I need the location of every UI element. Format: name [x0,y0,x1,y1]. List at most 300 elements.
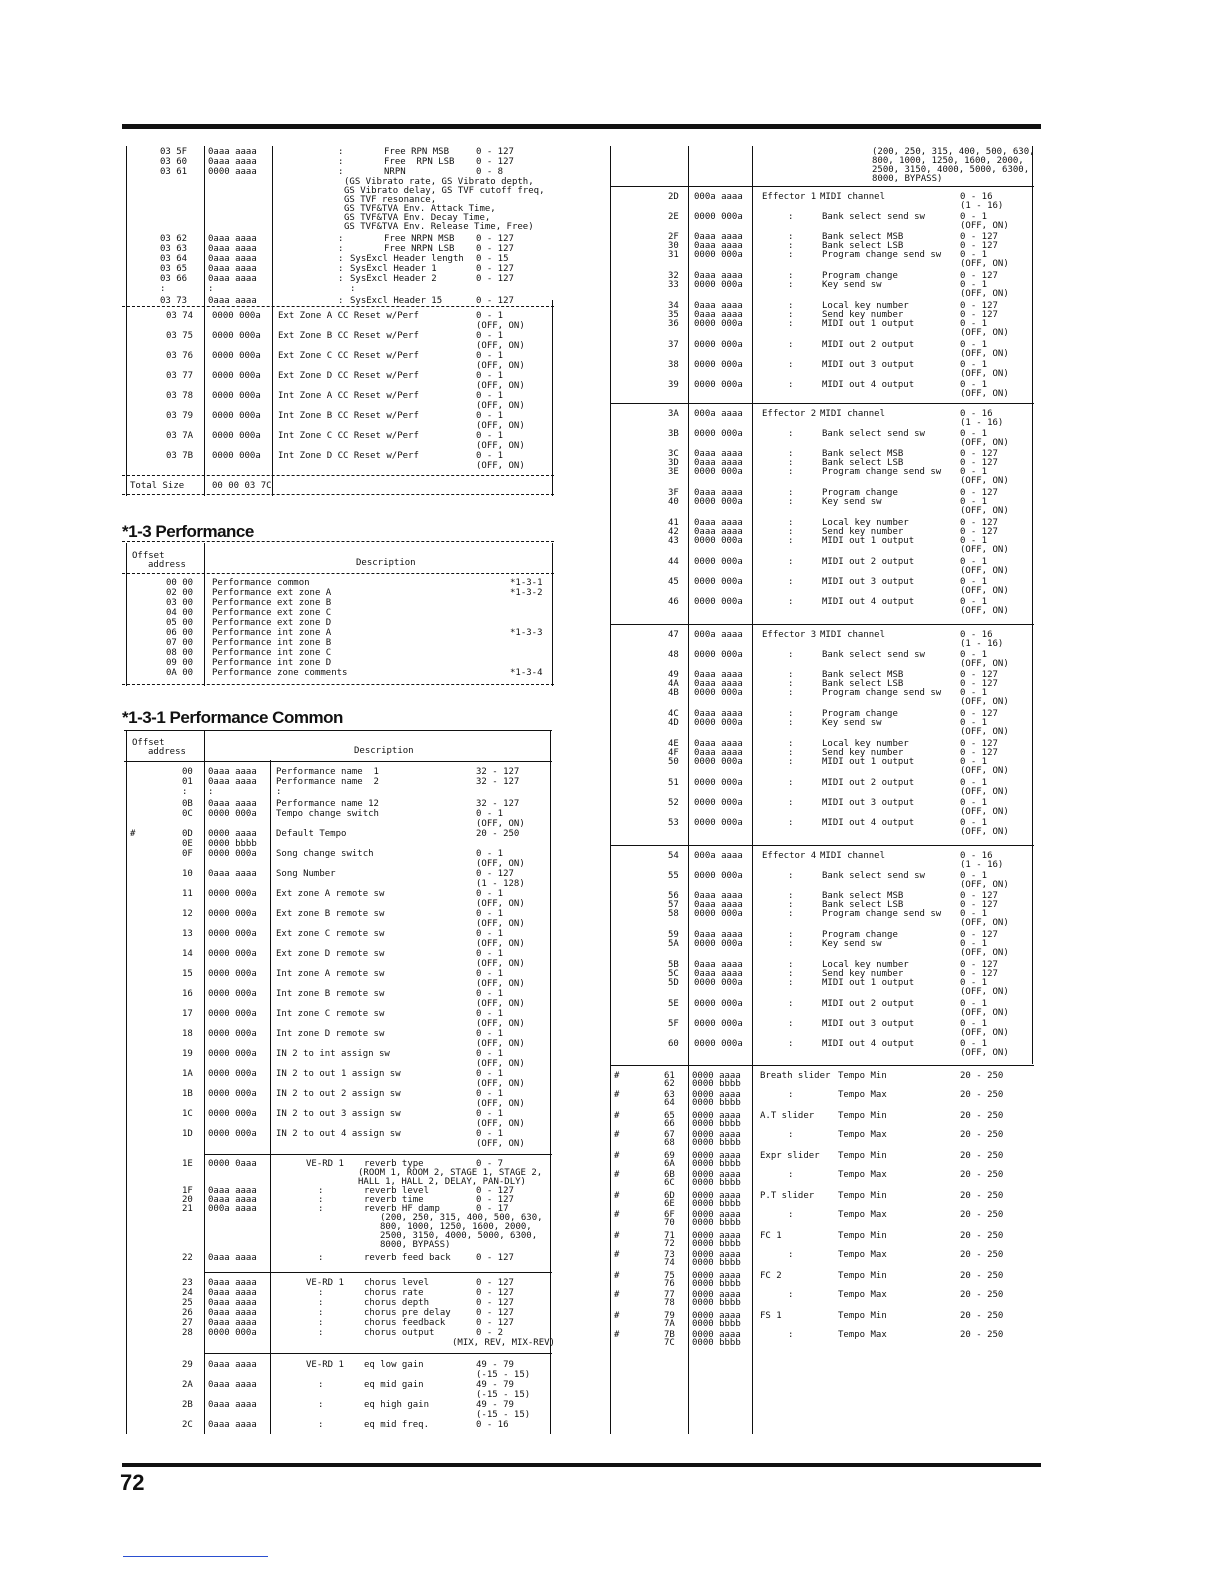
row-data: 0000 aaaa [692,1231,741,1241]
row-address: 24 [182,1288,193,1298]
row-range-note: (OFF, ON) [476,919,525,929]
row-range: 0 - 127 [960,458,998,468]
row-description: Performance name 1 [276,767,379,777]
row-address: 3A [668,409,679,419]
row-description: MIDI out 1 output [822,319,915,329]
row-address: 68 [664,1138,675,1148]
row-description: Performance ext zone A [212,588,332,598]
row-address: 6A [664,1159,675,1169]
row-range-note: (OFF, ON) [960,787,1009,797]
row-range-note: (OFF, ON) [960,476,1009,486]
row-description: Int zone C remote sw [276,1009,385,1019]
row-range: (200, 250, 315, 400, 500, 630, [380,1213,543,1223]
row-range: 0 - 1 [476,311,504,321]
row-range: 20 - 250 [960,1231,1004,1241]
row-range: 0 - 16 [960,630,993,640]
row-address: 08 00 [166,648,194,658]
row-address: 28 [182,1328,193,1338]
row-range: 0 - 127 [960,488,998,498]
row-range: 0 - 127 [476,244,514,254]
row-data: 0000 bbbb [692,1199,741,1209]
row-data: 0000 000a [212,351,261,361]
row-description: Free RPN LSB [384,157,455,167]
row-description: chorus pre delay [364,1308,451,1318]
row-description: IN 2 to int assign sw [276,1049,390,1059]
row-address: 5F [668,1019,679,1029]
row-data: 0000 aaaa [692,1151,741,1161]
row-address: 38 [668,360,679,370]
row-address: 60 [668,1039,679,1049]
row-range-note: (OFF, ON) [476,421,525,431]
row-description: MIDI out 1 output [822,536,915,546]
row-separator: : [788,518,794,528]
row-address: 37 [668,340,679,350]
row-description: Local key number [822,301,909,311]
row-description: Int Zone C CC Reset w/Perf [278,431,419,441]
row-data: 0000 bbbb [692,1338,741,1348]
row-separator: : [338,167,344,177]
row-range-note: (OFF, ON) [476,1059,525,1069]
row-range-note: (OFF, ON) [960,727,1009,737]
row-separator: : [788,360,794,370]
section-13-heading: *1-3 Performance [122,522,254,541]
row-data: 0aaa aaaa [694,232,743,242]
row-data: 0aaa aaaa [694,709,743,719]
row-range: 0 - 1 [476,929,504,939]
row-range: 20 - 250 [960,1151,1004,1161]
row-range-note: (OFF, ON) [960,221,1009,231]
row-range: 0 - 1 [960,557,988,567]
row-data: 0000 000a [694,688,743,698]
row-range: 0 - 127 [476,1308,514,1318]
row-address: 41 [668,518,679,528]
row-description: Performance int zone D [212,658,332,668]
row-address: 2D [668,192,679,202]
row-data: 0000 aaaa [692,1271,741,1281]
row-data: 0aaa aaaa [208,1278,257,1288]
row-address: 6B [664,1170,675,1180]
row-address: 43 [668,536,679,546]
row-address: 03 74 [166,311,194,321]
row-range: 0 - 127 [476,1186,514,1196]
row-description: SysExcl Header 15 [350,296,443,306]
chorus-top-rule [204,1272,552,1273]
row-separator: : [338,296,344,306]
reverb-hf-continued: 2500, 3150, 4000, 5000, 6300, [872,165,1030,175]
row-address: 66 [664,1119,675,1129]
row-address: 03 5F [160,147,188,157]
row-range: 20 - 250 [960,1210,1004,1220]
row-address: 4A [668,679,679,689]
row-range: 0 - 127 [476,1253,514,1263]
row-range: 0 - 127 [960,271,998,281]
row-range: 0 - 127 [476,1278,514,1288]
row-description: MIDI out 3 output [822,360,915,370]
row-data: 0000 000a [208,1129,257,1139]
row-address: 03 61 [160,167,188,177]
row-data: 0aaa aaaa [694,900,743,910]
row-group: : [318,1298,324,1308]
row-separator: : [338,264,344,274]
row-range: 0 - 127 [960,670,998,680]
row-description: Int Zone D CC Reset w/Perf [278,451,419,461]
left-border [610,146,611,1434]
row-description: Send key number [822,748,904,758]
row-description: reverb HF damp [364,1204,440,1214]
total-divider [204,478,205,492]
row-data: 0000 000a [694,778,743,788]
tempo-marker: # [614,1111,620,1121]
row-data: 0aaa aaaa [694,488,743,498]
row-description: Song change switch [276,849,374,859]
row-range-note: (OFF, ON) [960,606,1009,616]
tempo-marker: # [614,1090,620,1100]
row-description: Bank select MSB [822,232,904,242]
data-divider [272,146,273,496]
row-address: 1E [182,1159,193,1169]
row-range: 0 - 1 [476,411,504,421]
row-data: 0aaa aaaa [208,1186,257,1196]
row-range-note: (-15 - 15) [476,1370,531,1380]
row-description: Tempo Max [838,1330,887,1340]
row-address: 03 78 [166,391,194,401]
row-data: 0000 000a [694,380,743,390]
controller-name: Breath slider [760,1071,831,1081]
row-range: 0 - 1 [476,391,504,401]
row-data: 0000 000a [208,1009,257,1019]
row-range: 8000, BYPASS) [380,1240,451,1250]
row-range: 0 - 1 [960,778,988,788]
row-data: 0000 000a [208,1029,257,1039]
row-description: Ext zone B remote sw [276,909,385,919]
row-range: 20 - 250 [960,1170,1004,1180]
row-separator: : [788,536,794,546]
row-data: 0000 bbbb [208,839,257,849]
row-address: 58 [668,909,679,919]
nrpn-note: GS TVF&TVA Env. Decay Time, [344,213,491,223]
row-data: 0000 aaaa [692,1111,741,1121]
row-data: 0aaa aaaa [694,527,743,537]
row-description: IN 2 to out 2 assign sw [276,1089,401,1099]
row-address: 6C [664,1178,675,1188]
row-separator: : [788,1019,794,1029]
row-range: 0 - 16 [960,409,993,419]
row-address: 3B [668,429,679,439]
row-range: 0 - 1 [476,1109,504,1119]
row-range: 0 - 1 [960,360,988,370]
row-range-note: (OFF, ON) [476,1099,525,1109]
row-data: 000a aaaa [694,630,743,640]
row-address: 52 [668,798,679,808]
row-separator: : [788,1170,794,1180]
row-range-note: (OFF, ON) [960,827,1009,837]
row-description: Key send sw [822,497,882,507]
row-range: 0 - 15 [476,254,509,264]
row-address: 4D [668,718,679,728]
row-separator: : [788,527,794,537]
row-data: 0aaa aaaa [208,296,257,306]
row-range: 0 - 1 [476,351,504,361]
row-range-note: (OFF, ON) [476,939,525,949]
row-separator: : [338,274,344,284]
row-description: Tempo change switch [276,809,379,819]
nrpn-note: (GS Vibrato rate, GS Vibrato depth, [344,177,534,187]
row-address: 75 [664,1271,675,1281]
row-description: MIDI out 1 output [822,757,915,767]
row-separator: : [788,748,794,758]
row-address: 1A [182,1069,193,1079]
row-range-note: (OFF, ON) [960,369,1009,379]
row-address: 15 [182,969,193,979]
row-address: 4B [668,688,679,698]
row-range: 0 - 1 [960,250,988,260]
tempo-marker: # [614,1170,620,1180]
row-data: 0000 000a [694,939,743,949]
row-separator: : [788,818,794,828]
page-number: 72 [120,1470,145,1495]
row-address: 0F [182,849,193,859]
row-address: 63 [664,1090,675,1100]
row-data: 0000 aaaa [692,1130,741,1140]
row-range: 0 - 1 [476,1009,504,1019]
row-separator: : [788,778,794,788]
row-description: eq mid gain [364,1380,424,1390]
row-address: 0A 00 [166,668,194,678]
row-description: SysExcl Header 2 [350,274,437,284]
row-separator: : [788,900,794,910]
row-description: MIDI out 3 output [822,798,915,808]
row-address: 36 [668,319,679,329]
left-border [126,146,127,496]
row-data: 0aaa aaaa [694,449,743,459]
row-range: 0 - 1 [960,280,988,290]
row-separator: : [788,650,794,660]
row-range: 0 - 1 [960,909,988,919]
row-address: 47 [668,630,679,640]
row-range: 0 - 1 [476,431,504,441]
row-description: Send key number [822,310,904,320]
tempo-marker: # [614,1210,620,1220]
row-range: 0 - 1 [476,969,504,979]
row-separator: : [788,999,794,1009]
row-group: : [318,1204,324,1214]
row-description: Local key number [822,739,909,749]
row-data: 0aaa aaaa [208,1195,257,1205]
row-description: MIDI channel [820,409,886,419]
row-range: 32 - 127 [476,777,520,787]
row-separator: : [788,891,794,901]
row-range: 0 - 1 [960,497,988,507]
row-data: 0000 bbbb [692,1159,741,1169]
row-description: Performance name 12 [276,799,379,809]
row-range-note: (OFF, ON) [476,321,525,331]
row-address: 03 65 [160,264,188,274]
row-group: : [318,1328,324,1338]
row-range: 32 - 127 [476,767,520,777]
row-description: MIDI channel [820,630,886,640]
row-separator: : [788,939,794,949]
row-range-note: (1 - 128) [476,879,525,889]
row-separator: : [788,301,794,311]
row-range: 0 - 127 [476,296,514,306]
row-data: 0000 000a [694,497,743,507]
row-data: 0000 bbbb [692,1178,741,1188]
row-separator: : [338,244,344,254]
row-data: 0000 000a [208,849,257,859]
row-range: 0 - 1 [960,429,988,439]
row-range: 20 - 250 [960,1311,1004,1321]
row-description: reverb time [364,1195,424,1205]
row-address: 74 [664,1258,675,1268]
row-data: 0000 000a [208,949,257,959]
row-address: 1F [182,1186,193,1196]
row-address: 67 [664,1130,675,1140]
row-separator: : [788,597,794,607]
row-range: 0 - 1 [960,939,988,949]
row-address: 59 [668,930,679,940]
row-data: 0aaa aaaa [694,679,743,689]
row-data: 0000 000a [694,467,743,477]
row-data: 0000 aaaa [692,1311,741,1321]
description-label: Description [356,558,416,568]
row-description: Ext zone D remote sw [276,949,385,959]
row-address: 65 [664,1111,675,1121]
table-top-dash [122,541,554,542]
row-data: 0000 000a [694,212,743,222]
row-group: : [318,1253,324,1263]
row-range-note: (OFF, ON) [960,1028,1009,1038]
row-address: 7C [664,1338,675,1348]
row-description: Bank select send sw [822,871,925,881]
row-range: 0 - 1 [960,380,988,390]
row-data: 0aaa aaaa [208,869,257,879]
row-address: 22 [182,1253,193,1263]
controller-name: A.T slider [760,1111,815,1121]
row-description: MIDI channel [820,192,886,202]
row-data: 0000 bbbb [692,1138,741,1148]
row-address: 3D [668,458,679,468]
row-data: 0000 000a [694,718,743,728]
address-divider [204,146,205,496]
row-description: Ext zone C remote sw [276,929,385,939]
effector-block-rule [610,403,1034,404]
row-range-note: (1 - 16) [960,639,1004,649]
row-data: 0aaa aaaa [694,310,743,320]
row-range-note: (OFF, ON) [960,880,1009,890]
row-range-note: (OFF, ON) [960,987,1009,997]
row-range: 0 - 1 [476,1069,504,1079]
row-data: 0000 bbbb [692,1298,741,1308]
row-data: 0aaa aaaa [208,264,257,274]
row-description: Tempo Min [838,1151,887,1161]
row-data: 0aaa aaaa [208,1253,257,1263]
row-data: 0000 000a [694,360,743,370]
nrpn-note: GS TVF&TVA Env. Release Time, Free) [344,222,534,232]
row-range: 0 - 1 [476,949,504,959]
row-data: 0000 000a [694,871,743,881]
row-data: 0aaa aaaa [694,458,743,468]
row-address: 3F [668,488,679,498]
row-range-note: (OFF, ON) [960,438,1009,448]
row-address: 20 [182,1195,193,1205]
row-description: Local key number [822,518,909,528]
row-description: Performance ext zone D [212,618,332,628]
row-address: 40 [668,497,679,507]
row-address: 31 [668,250,679,260]
row-description: Performance int zone C [212,648,332,658]
data-divider [270,760,271,1434]
row-description: Int Zone A CC Reset w/Perf [278,391,419,401]
row-separator: : [788,1039,794,1049]
row-group: : [318,1380,324,1390]
row-data: 000a aaaa [694,192,743,202]
row-description: MIDI out 1 output [822,978,915,988]
verd-top-rule [204,1154,552,1155]
row-data: 0000 aaaa [692,1250,741,1260]
tempo-marker: # [614,1330,620,1340]
row-range: 20 - 250 [476,829,520,839]
row-separator: : [788,679,794,689]
right-border [1032,146,1033,1064]
row-group: VE-RD 1 [306,1278,344,1288]
description-label: Description [354,746,414,756]
effector-name: Effector 1 [762,192,817,202]
row-data: 0000 000a [212,311,261,321]
row-range: 20 - 250 [960,1130,1004,1140]
row-separator: : [788,1250,794,1260]
right-border [552,300,553,496]
header-rule [124,761,552,762]
offset-label: Offset [132,551,165,561]
row-address: 5E [668,999,679,1009]
row-range: 0 - 1 [960,577,988,587]
address-label: address [148,747,186,757]
row-separator: : [788,458,794,468]
row-range-note: (OFF, ON) [960,586,1009,596]
row-address: 17 [182,1009,193,1019]
row-description: reverb feed back [364,1253,451,1263]
row-range: 0 - 127 [960,449,998,459]
row-separator: : [788,871,794,881]
row-range: 0 - 127 [960,310,998,320]
row-description: Int Zone B CC Reset w/Perf [278,411,419,421]
row-data: 0000 000a [208,1089,257,1099]
row-range-note: (OFF, ON) [960,659,1009,669]
header-dash [122,573,554,574]
row-range: 0 - 127 [476,147,514,157]
row-address: 79 [664,1311,675,1321]
row-group: : [318,1420,324,1430]
row-description: Tempo Min [838,1111,887,1121]
row-range-note: (OFF, ON) [960,566,1009,576]
row-data: 0aaa aaaa [694,241,743,251]
row-data: 0aaa aaaa [208,147,257,157]
row-description: Ext Zone B CC Reset w/Perf [278,331,419,341]
row-address: 00 00 [166,578,194,588]
row-data: 0000 000a [694,597,743,607]
row-description: MIDI out 4 output [822,597,915,607]
row-address: : [182,787,188,797]
row-description: Performance int zone B [212,638,332,648]
row-separator: : [788,488,794,498]
row-separator: : [788,449,794,459]
row-description: Tempo Max [838,1290,887,1300]
row-address: 6D [664,1191,675,1201]
row-description: Program change send sw [822,467,942,477]
row-range: 20 - 250 [960,1250,1004,1260]
row-range-note: (OFF, ON) [960,807,1009,817]
row-description: Bank select send sw [822,212,925,222]
